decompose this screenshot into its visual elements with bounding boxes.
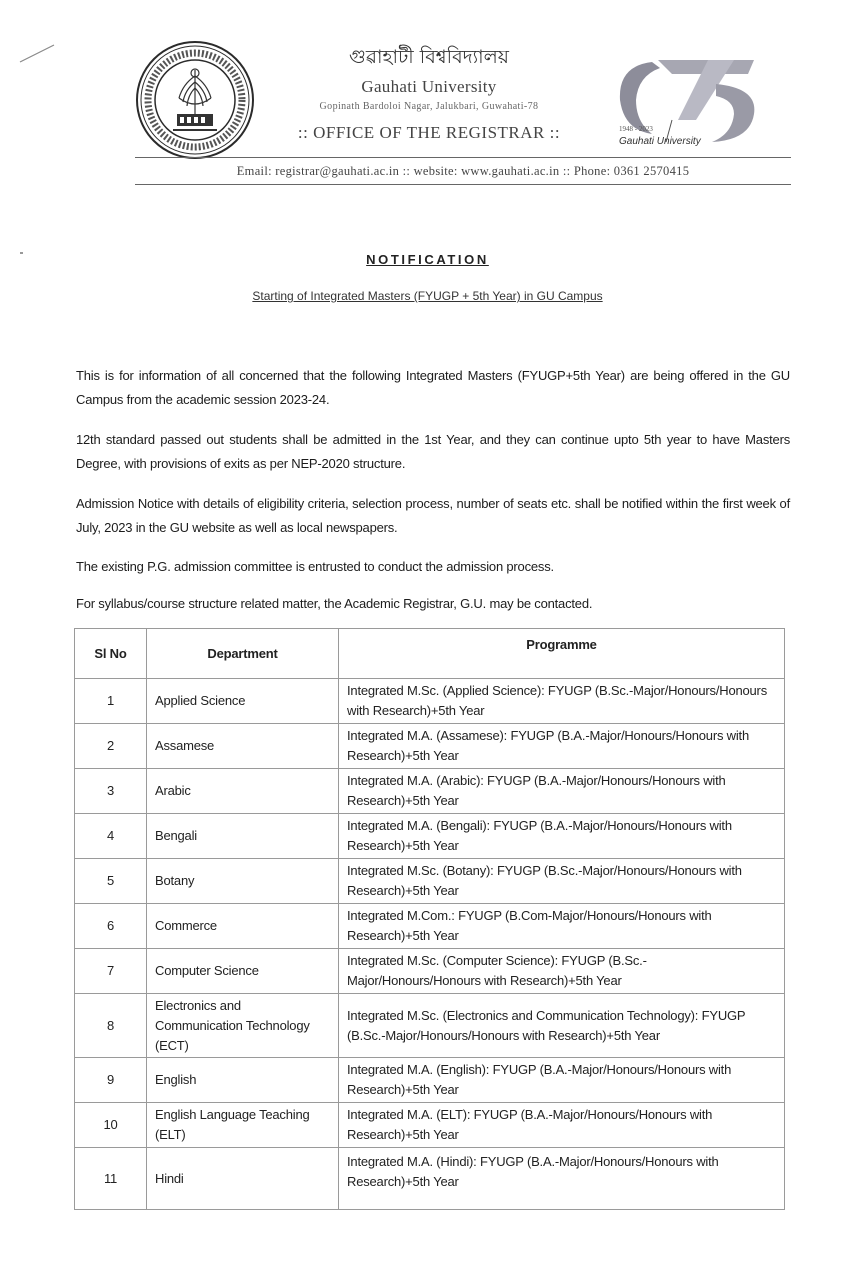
university-address: Gopinath Bardoloi Nagar, Jalukbari, Guwahati-78 [319,101,539,112]
table-row [75,994,785,1058]
programme-cell: Integrated M.Com.: FYUGP (B.Com-Major/Honours/Honours with Research)+5th Year [339,904,785,949]
sl-no-cell: 7 [75,949,147,994]
table-row [75,949,785,994]
sl-no-cell: 6 [75,904,147,949]
programme-cell: Integrated M.A. (Assamese): FYUGP (B.A.-Major/Honours/Honours with Research)+5th Year [339,724,785,769]
department-cell: English Language Teaching (ELT) [147,1103,339,1148]
table-header-row [75,629,785,679]
sl-no-cell: 2 [75,724,147,769]
table-row [75,679,785,724]
sl-no-cell: 8 [75,994,147,1058]
table-row [75,724,785,769]
university-name-bengali: গুৱাহাটী বিশ্ববিদ্যালয় [348,46,509,68]
department-cell: Electronics and Communication Technology (ECT) [147,994,339,1058]
sl-no-cell: 3 [75,769,147,814]
pen-scratch-mark [18,42,56,64]
programme-cell: Integrated M.A. (Arabic): FYUGP (B.A.-Major/Honours/Honours with Research)+5th Year [339,769,785,814]
jubilee-years: 1948 - 2023 [619,125,653,133]
department-cell: Hindi [147,1148,339,1210]
header-programme: Programme [339,629,785,679]
sl-no-cell: 1 [75,679,147,724]
table-row [75,1148,785,1210]
paragraph: For syllabus/course structure related matter, the Academic Registrar, G.U. may be contacted. [76,596,593,611]
department-cell: Applied Science [147,679,339,724]
programme-cell: Integrated M.Sc. (Computer Science): FYUGP (B.Sc.-Major/Honours/Honours with Research)+5th Year [339,949,785,994]
contact-line: Email: registrar@gauhati.ac.in :: website: www.gauhati.ac.in :: Phone: 0361 2570415 [236,164,690,178]
programme-cell: Integrated M.Sc. (Applied Science): FYUGP (B.Sc.-Major/Honours/Honours with Research)+5th Year [339,679,785,724]
department-cell: Commerce [147,904,339,949]
paragraph: This is for information of all concerned that the following Integrated Masters (FYUGP+5th Year) are being offered in the GU Campus from the academic session 2023-24. [76,368,790,407]
university-seal-icon [135,40,255,160]
sl-no-cell: 9 [75,1058,147,1103]
programme-cell: Integrated M.Sc. (Botany): FYUGP (B.Sc.-Major/Honours/Honours with Research)+5th Year [339,859,785,904]
programme-cell: Integrated M.A. (English): FYUGP (B.A.-Major/Honours/Honours with Research)+5th Year [339,1058,785,1103]
programmes-table [74,628,785,1210]
office-of-registrar: :: OFFICE OF THE REGISTRAR :: [297,123,561,142]
sl-no-cell: 11 [75,1148,147,1210]
department-cell: Arabic [147,769,339,814]
notification-title: NOTIFICATION [366,252,489,267]
header-department: Department [147,629,339,679]
letterhead [268,44,590,144]
programme-cell: Integrated M.A. (Bengali): FYUGP (B.A.-Major/Honours/Honours with Research)+5th Year [339,814,785,859]
notification-subject: Starting of Integrated Masters (FYUGP + 5th Year) in GU Campus [252,289,603,303]
table-row [75,769,785,814]
jubilee-logo-name: Gauhati University [619,136,701,147]
department-cell: Assamese [147,724,339,769]
programme-cell: Integrated M.A. (Hindi): FYUGP (B.A.-Major/Honours/Honours with Research)+5th Year [339,1148,785,1210]
paragraph: 12th standard passed out students shall be admitted in the 1st Year, and they can continue upto 5th year to have Masters Degree, with provisions of exits as per NEP-2020 structure. [76,432,790,471]
department-cell: Botany [147,859,339,904]
sl-no-cell: 4 [75,814,147,859]
department-cell: Bengali [147,814,339,859]
table-row [75,1103,785,1148]
programme-cell: Integrated M.Sc. (Electronics and Communication Technology): FYUGP (B.Sc.-Major/Honours/Honours with Research)+5th Year [339,994,785,1058]
programme-cell: Integrated M.A. (ELT): FYUGP (B.A.-Major/Honours/Honours with Research)+5th Year [339,1103,785,1148]
paragraph: The existing P.G. admission committee is entrusted to conduct the admission process. [76,559,554,574]
header-sl-no: Sl No [75,629,147,679]
sl-no-cell: 5 [75,859,147,904]
header-rule-bottom [135,184,791,185]
header-rule-top [135,157,791,158]
table-row [75,859,785,904]
sl-no-cell: 10 [75,1103,147,1148]
paragraph: Admission Notice with details of eligibility criteria, selection process, number of seats etc. shall be notified within the first week of July, 2023 in the GU website as well as local newspapers. [76,496,790,535]
department-cell: Computer Science [147,949,339,994]
table-row [75,814,785,859]
table-row [75,904,785,949]
department-cell: English [147,1058,339,1103]
university-name: Gauhati University [361,77,497,96]
table-row [75,1058,785,1103]
